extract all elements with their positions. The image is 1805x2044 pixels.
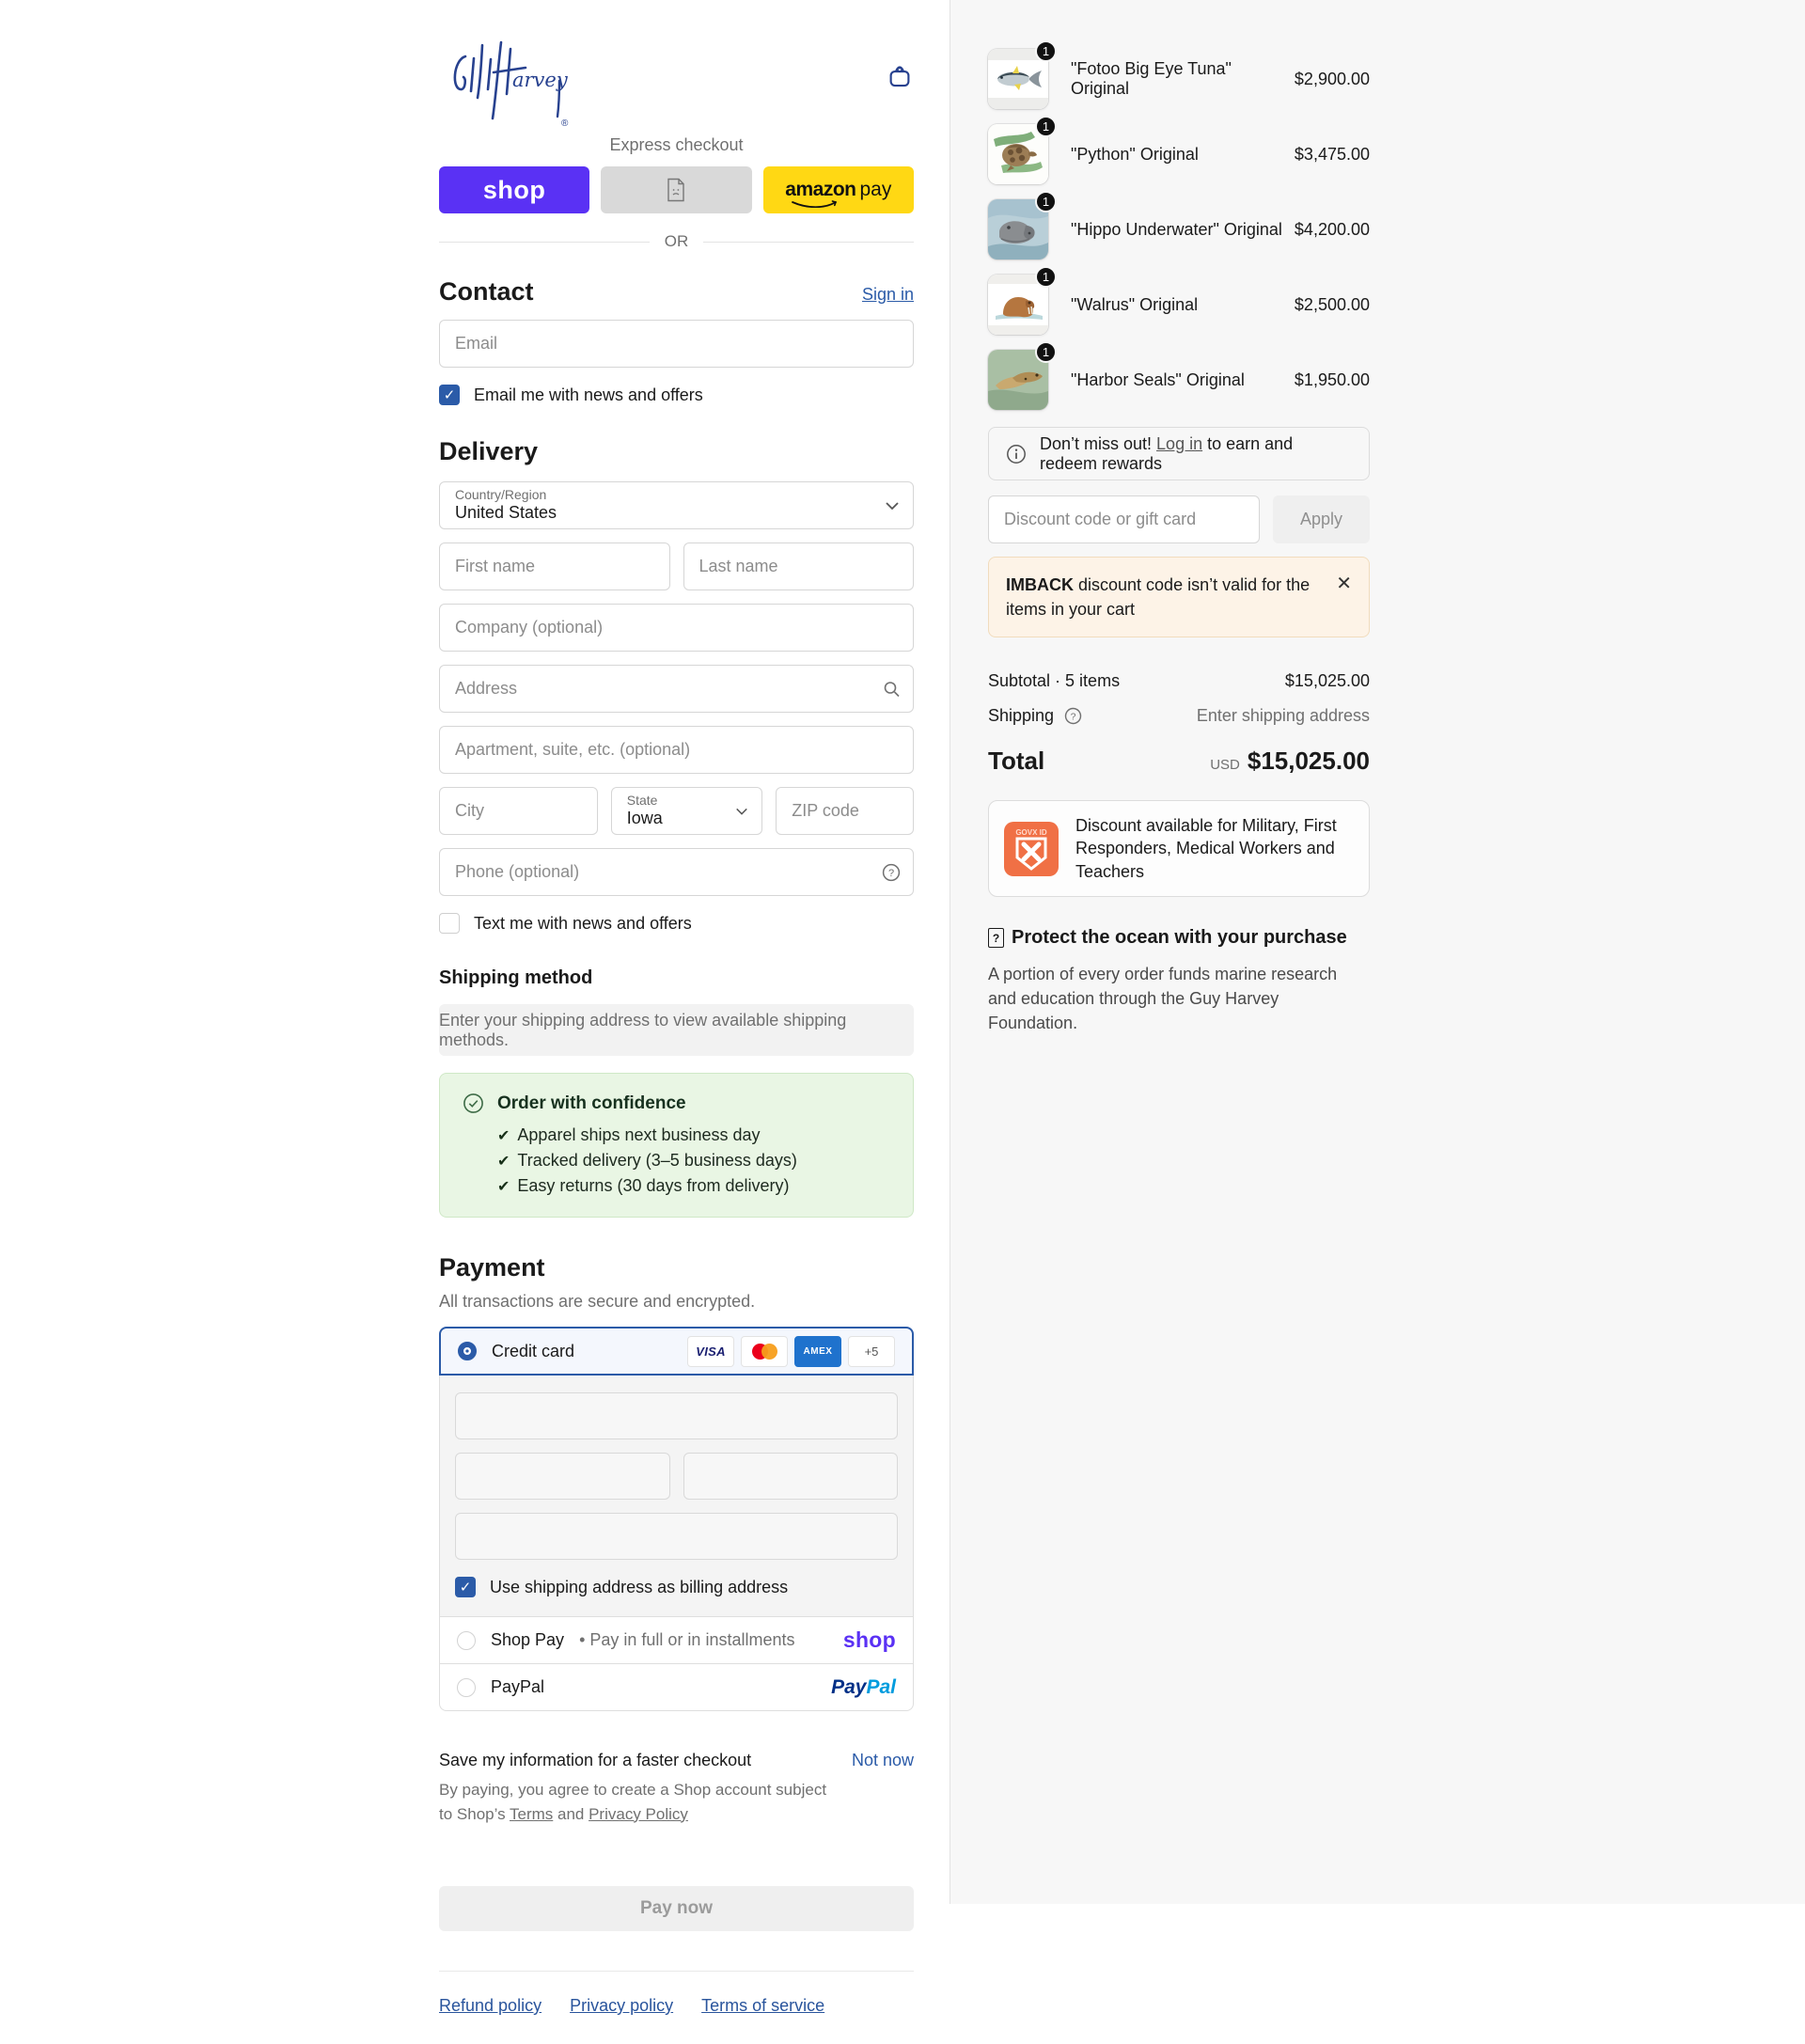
info-icon (1006, 444, 1027, 464)
payment-subtitle: All transactions are secure and encrypted. (439, 1292, 756, 1311)
confidence-item: ✔ Apparel ships next business day (497, 1125, 761, 1144)
amazon-pay-express-button[interactable]: amazon pay (763, 166, 914, 213)
checkbox-checked-icon[interactable]: ✓ (455, 1577, 476, 1597)
paypal-logo: PayPal (831, 1675, 896, 1698)
cart-bag-icon[interactable] (886, 62, 914, 90)
state-select[interactable]: State Iowa (611, 787, 762, 835)
email-news-label: Email me with news and offers (474, 385, 703, 404)
shipping-method-empty-hint: Enter your shipping address to view available shipping methods. (439, 1004, 914, 1056)
card-number-field[interactable] (455, 1392, 898, 1439)
billing-address-checkbox-row[interactable] (455, 1577, 898, 1597)
rewards-banner: Don’t miss out! Log in to earn and redeem rewards (988, 427, 1370, 480)
email-field[interactable] (439, 320, 914, 368)
express-button-unloaded[interactable] (601, 166, 751, 213)
quantity-badge: 1 (1035, 341, 1057, 363)
address-field[interactable] (439, 665, 914, 713)
apply-discount-button[interactable]: Apply (1273, 495, 1370, 543)
broken-image-icon (666, 178, 686, 202)
last-name-field[interactable] (683, 542, 915, 590)
shop-pay-label: Shop Pay (491, 1630, 565, 1649)
card-expiry-field[interactable] (455, 1453, 670, 1500)
chevron-down-icon (735, 807, 748, 815)
radio-selected-icon[interactable] (458, 1342, 477, 1360)
chevron-down-icon (885, 501, 900, 511)
govx-text: Discount available for Military, First Responders, Medical Workers and Teachers (1075, 816, 1337, 881)
paypal-option[interactable] (439, 1664, 914, 1711)
paypal-label: PayPal (491, 1677, 545, 1696)
shop-logo: shop (842, 1627, 896, 1652)
payment-heading: Payment (439, 1253, 545, 1281)
govx-id-icon (1004, 822, 1059, 876)
city-field[interactable] (439, 787, 598, 835)
confidence-item: ✔ Tracked delivery (3–5 business days) (497, 1151, 797, 1170)
quantity-badge: 1 (1035, 266, 1057, 288)
checkbox-unchecked-icon[interactable] (439, 913, 460, 934)
total-label: Total (988, 747, 1045, 776)
company-field[interactable] (439, 604, 914, 652)
discount-code-input[interactable] (988, 495, 1260, 543)
close-icon[interactable]: ✕ (1336, 574, 1352, 594)
express-checkout-label: Express checkout (609, 135, 744, 154)
apartment-field[interactable] (439, 726, 914, 774)
logo-script-text: arvey (512, 69, 568, 91)
cart-item-price: $4,200.00 (1294, 219, 1370, 239)
save-info-body: By paying, you agree to create a Shop account subject to Shop’s Terms and Privacy Policy (439, 1781, 827, 1823)
more-cards-badge: +5 (848, 1336, 895, 1367)
quantity-badge: 1 (1035, 191, 1057, 212)
zip-code-field[interactable] (776, 787, 914, 835)
shipping-help-icon[interactable] (1064, 707, 1082, 725)
email-news-checkbox-row[interactable] (439, 385, 914, 405)
footer-divider (439, 1971, 914, 1972)
or-divider: OR (439, 232, 914, 251)
svg-text:®: ® (561, 118, 569, 129)
credit-card-option[interactable] (439, 1327, 914, 1376)
contact-heading: Contact (439, 277, 534, 306)
svg-text:?: ? (1070, 712, 1076, 723)
cart-item-price: $2,500.00 (1294, 294, 1370, 314)
amex-icon: AMEX (794, 1336, 841, 1367)
sign-in-link[interactable]: Sign in (861, 285, 914, 304)
total-value: $15,025.00 (1247, 747, 1370, 776)
order-summary-column (950, 0, 1805, 1904)
mastercard-icon (741, 1336, 788, 1367)
terms-of-service-link[interactable]: Terms of service (701, 1996, 825, 2015)
quantity-badge: 1 (1035, 40, 1057, 62)
cart-item-title: "Fotoo Big Eye Tuna" Original (1071, 59, 1232, 98)
cart-item-title: "Python" Original (1071, 144, 1199, 164)
order-confidence-panel (439, 1073, 914, 1218)
cart-item-row (988, 44, 1370, 109)
govx-discount-banner[interactable] (988, 800, 1370, 897)
shop-pay-option[interactable]: Shop Pay • Pay in full or in installments shop (439, 1617, 914, 1664)
card-cvv-field[interactable] (683, 1453, 899, 1500)
search-icon (883, 680, 901, 698)
delivery-heading: Delivery (439, 437, 539, 465)
check-circle-icon (463, 1093, 484, 1114)
discount-error-banner (988, 557, 1370, 637)
cart-item-row (988, 270, 1370, 335)
checkbox-checked-icon[interactable]: ✓ (439, 385, 460, 405)
cart-item-title: "Walrus" Original (1071, 294, 1199, 314)
guy-harvey-logo[interactable] (439, 38, 580, 134)
help-circle-icon[interactable] (882, 863, 901, 882)
country-select[interactable]: Country/Region United States (439, 481, 914, 529)
shipping-label: Shipping (988, 706, 1055, 726)
pay-now-button[interactable]: Pay now (439, 1886, 914, 1931)
visa-icon: VISA (687, 1336, 734, 1367)
cart-item-price: $3,475.00 (1294, 144, 1370, 164)
billing-address-label: Use shipping address as billing address (490, 1577, 789, 1596)
shop-pay-express-button[interactable]: shop (439, 166, 589, 213)
quantity-badge: 1 (1035, 116, 1057, 137)
subtotal-label: Subtotal · 5 items (988, 671, 1121, 691)
ocean-note-title: ? Protect the ocean with your purchase (988, 927, 1370, 949)
shipping-value: Enter shipping address (1196, 706, 1370, 726)
cart-item-price: $1,950.00 (1294, 369, 1370, 389)
credit-card-label: Credit card (492, 1341, 575, 1360)
shop-privacy-link[interactable]: Privacy Policy (589, 1804, 688, 1823)
card-name-field[interactable] (455, 1513, 898, 1560)
discount-error-text: discount code isn’t valid for the items in your cart (1006, 575, 1311, 620)
missing-emoji-glyph: ? (988, 928, 1004, 948)
phone-field[interactable] (439, 848, 914, 896)
discount-error-code: IMBACK (1006, 575, 1074, 594)
shop-pay-desc: Pay in full or in installments (589, 1630, 795, 1649)
ocean-note-body: A portion of every order funds marine research and education through the Guy Harvey Foundation. (988, 965, 1338, 1033)
save-info-title: Save my information for a faster checkout (439, 1751, 752, 1769)
svg-text:GOVX ID: GOVX ID (1015, 827, 1047, 837)
cart-item-title: "Harbor Seals" Original (1071, 369, 1245, 389)
refund-policy-link[interactable]: Refund policy (439, 1996, 542, 2015)
cart-item-row (988, 345, 1370, 410)
shipping-method-heading: Shipping method (439, 967, 593, 988)
credit-card-form-panel (439, 1376, 914, 1617)
cart-item-title: "Hippo Underwater" Original (1071, 219, 1282, 239)
cart-item-price: $2,900.00 (1294, 69, 1370, 88)
svg-text:?: ? (887, 867, 895, 879)
cart-item-row (988, 119, 1370, 184)
log-in-link[interactable]: Log in (1156, 433, 1203, 453)
subtotal-value: $15,025.00 (1284, 671, 1370, 691)
first-name-field[interactable] (439, 542, 670, 590)
radio-unselected-icon[interactable] (457, 1678, 476, 1697)
currency-code: USD (1210, 757, 1240, 774)
not-now-link[interactable]: Not now (851, 1751, 914, 1769)
sms-news-checkbox-row[interactable] (439, 913, 914, 934)
confidence-item: ✔ Easy returns (30 days from delivery) (497, 1176, 790, 1195)
cart-item-row (988, 195, 1370, 259)
privacy-policy-link[interactable]: Privacy policy (570, 1996, 674, 2015)
shop-terms-link[interactable]: Terms (510, 1804, 554, 1823)
sms-news-label: Text me with news and offers (474, 913, 692, 933)
radio-unselected-icon[interactable] (457, 1631, 476, 1650)
confidence-title: Order with confidence (497, 1093, 686, 1113)
